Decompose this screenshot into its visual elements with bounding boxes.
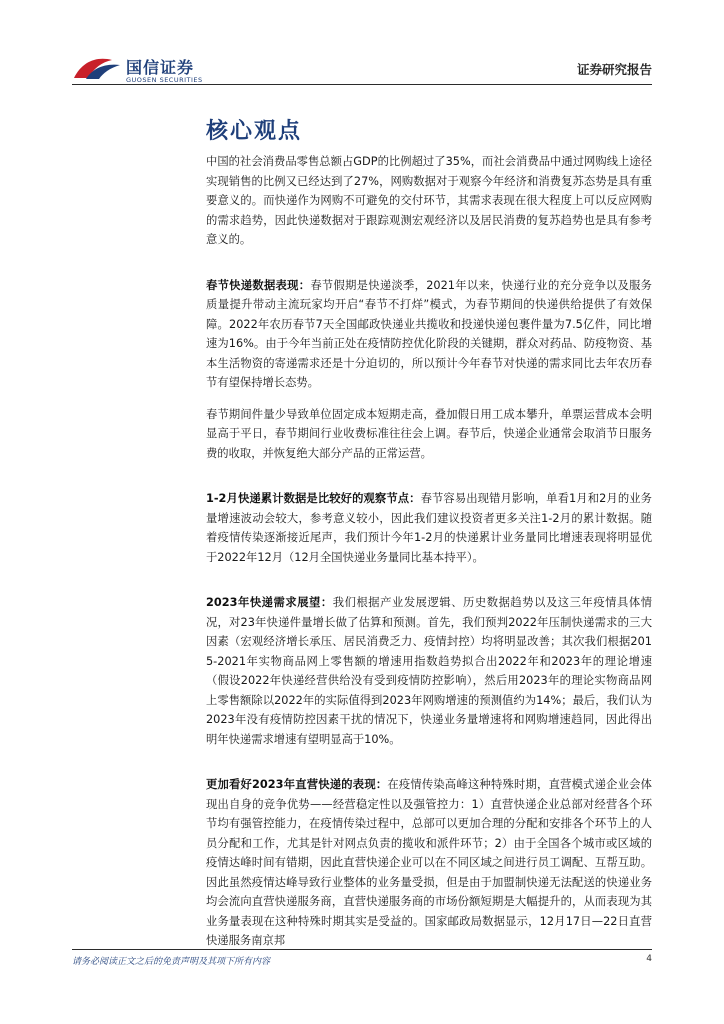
- paragraph: [206, 405, 652, 464]
- page-title: 核心观点: [206, 119, 303, 144]
- paragraph-text: 在疫情传染高峰这种特殊时期，直营模式递企业会体现出自身的竞争优势——经营稳定性以及强管控力：1）直营快递企业总部对经营各个环节均有强管控能力，在疫情传染过程中，总部可以更加合理的分配和安排各个环节上的人员分配和工作，尤其是针对网点负责的揽收和派件环节；2）由于全国各个城市或区域的疫情达峰时间有错期，因此直营快递企业可以在不同区域之间进行员工调配、互帮互助。因此虽然疫情达峰导致行业整体的业务量受损，但是由于加盟制快递无法配送的快递业务均会流向直营快递服务商，直营快递服务商的市场份额短期是大幅提升的，从而表现为其业务量表现在这种特殊时期其实是受益的。国家邮政局数据显示，12月17日—22日直营快递服务南京邦: [206, 778, 652, 947]
- page-header: [0, 0, 724, 92]
- header-divider: [72, 84, 652, 85]
- logo-english-name: GUOSEN SECURITIES: [126, 76, 203, 84]
- paragraph-text: 春节容易出现错月影响，单看1月和2月的业务量增速波动会较大，参考意义较小，因此我们建议投资者更多关注1-2月的累计数据。随着疫情传染逐渐接近尾声，我们预计今年1-2月的快递累计业务量同比增速表现将明显优于2022年12月（12月全国快递业务量同比基本持平）。: [206, 492, 652, 564]
- paragraph-lead: 2023年快递需求展望：: [206, 596, 333, 609]
- page-number: 4: [646, 954, 652, 964]
- paragraph-lead: 1-2月快递累计数据是比较好的观察节点：: [206, 492, 421, 505]
- footer-disclaimer: 请务必阅读正文之后的免责声明及其项下所有内容: [72, 957, 271, 967]
- paragraph-lead: 春节快递数据表现：: [206, 278, 311, 292]
- paragraph-text: 中国的社会消费品零售总额占GDP的比例超过了35%，而社会消费品中通过网购线上途径实现销售的比例又已经达到了27%，网购数据对于观察今年经济和消费复苏态势是具有重要意义的。而快递作为网购不可避免的交付环节，其需求表现在很大程度上可以反应网购的需求趋势，因此快递数据对于跟踪观测宏观经济以及居民消费的复苏趋势也是具有参考意义的。: [206, 155, 652, 246]
- paragraph: [206, 152, 652, 250]
- paragraph: [206, 775, 652, 951]
- paragraph: [206, 276, 652, 393]
- section-intro: [206, 152, 652, 250]
- logo-chinese-name: 国信证券: [126, 58, 195, 77]
- footer-divider: [72, 949, 652, 950]
- report-type-label: 证券研究报告: [576, 62, 652, 77]
- main-content: [206, 152, 652, 963]
- paragraph: [206, 593, 652, 749]
- section-spring-festival: [206, 276, 652, 464]
- section-jan-feb-data: [206, 489, 652, 567]
- section-direct-express: [206, 775, 652, 951]
- guosen-logo-icon: [72, 52, 124, 82]
- section-2023-outlook: [206, 593, 652, 749]
- company-logo: [72, 52, 252, 88]
- paragraph: [206, 489, 652, 567]
- paragraph-text: 春节期间件量少导致单位固定成本短期走高，叠加假日用工成本攀升，单票运营成本会明显高于平日，春节期间行业收费标准往往会上调。春节后，快递企业通常会取消节日服务费的收取，并恢复绝大部分产品的正常运营。: [206, 407, 652, 460]
- paragraph-text: 春节假期是快递淡季，2021年以来，快递行业的充分竞争以及服务质量提升带动主流玩家均开启“春节不打烊”模式，为春节期间的快递供给提供了有效保障。2022年农历春节7天全国邮政快递业共揽收和投递快递包裹件量为7.5亿件，同比增速为16%。由于今年当前正处在疫情防控优化阶段的关键期，群众对药品、防疫物资、基本生活物资的寄递需求还是十分迫切的，所以预计今年春节对快递的需求同比去年农历春节有望保持增长态势。: [206, 278, 652, 389]
- paragraph-lead: 更加看好2023年直营快递的表现：: [206, 778, 388, 791]
- paragraph-text: 我们根据产业发展逻辑、历史数据趋势以及这三年疫情具体情况，对23年快递件量增长做了估算和预测。首先，我们预判2022年压制快递需求的三大因素（宏观经济增长承压、居民消费乏力、疫情封控）均将明显改善；其次我们根据2015-2021年实物商品网上零售额的增速用指数趋势拟合出2022年和2023年的理论增速（假设2022年快递经营供给没有受到疫情防控影响），然后用2023年的理论实物商品网上零售额除以2022年的实际值得到2023年网购增速的预测值约为14%；最后，我们认为2023年没有疫情防控因素干扰的情况下，快递业务量增速将和网购增速趋同，因此得出明年快递需求增速有望明显高于10%。: [206, 596, 652, 746]
